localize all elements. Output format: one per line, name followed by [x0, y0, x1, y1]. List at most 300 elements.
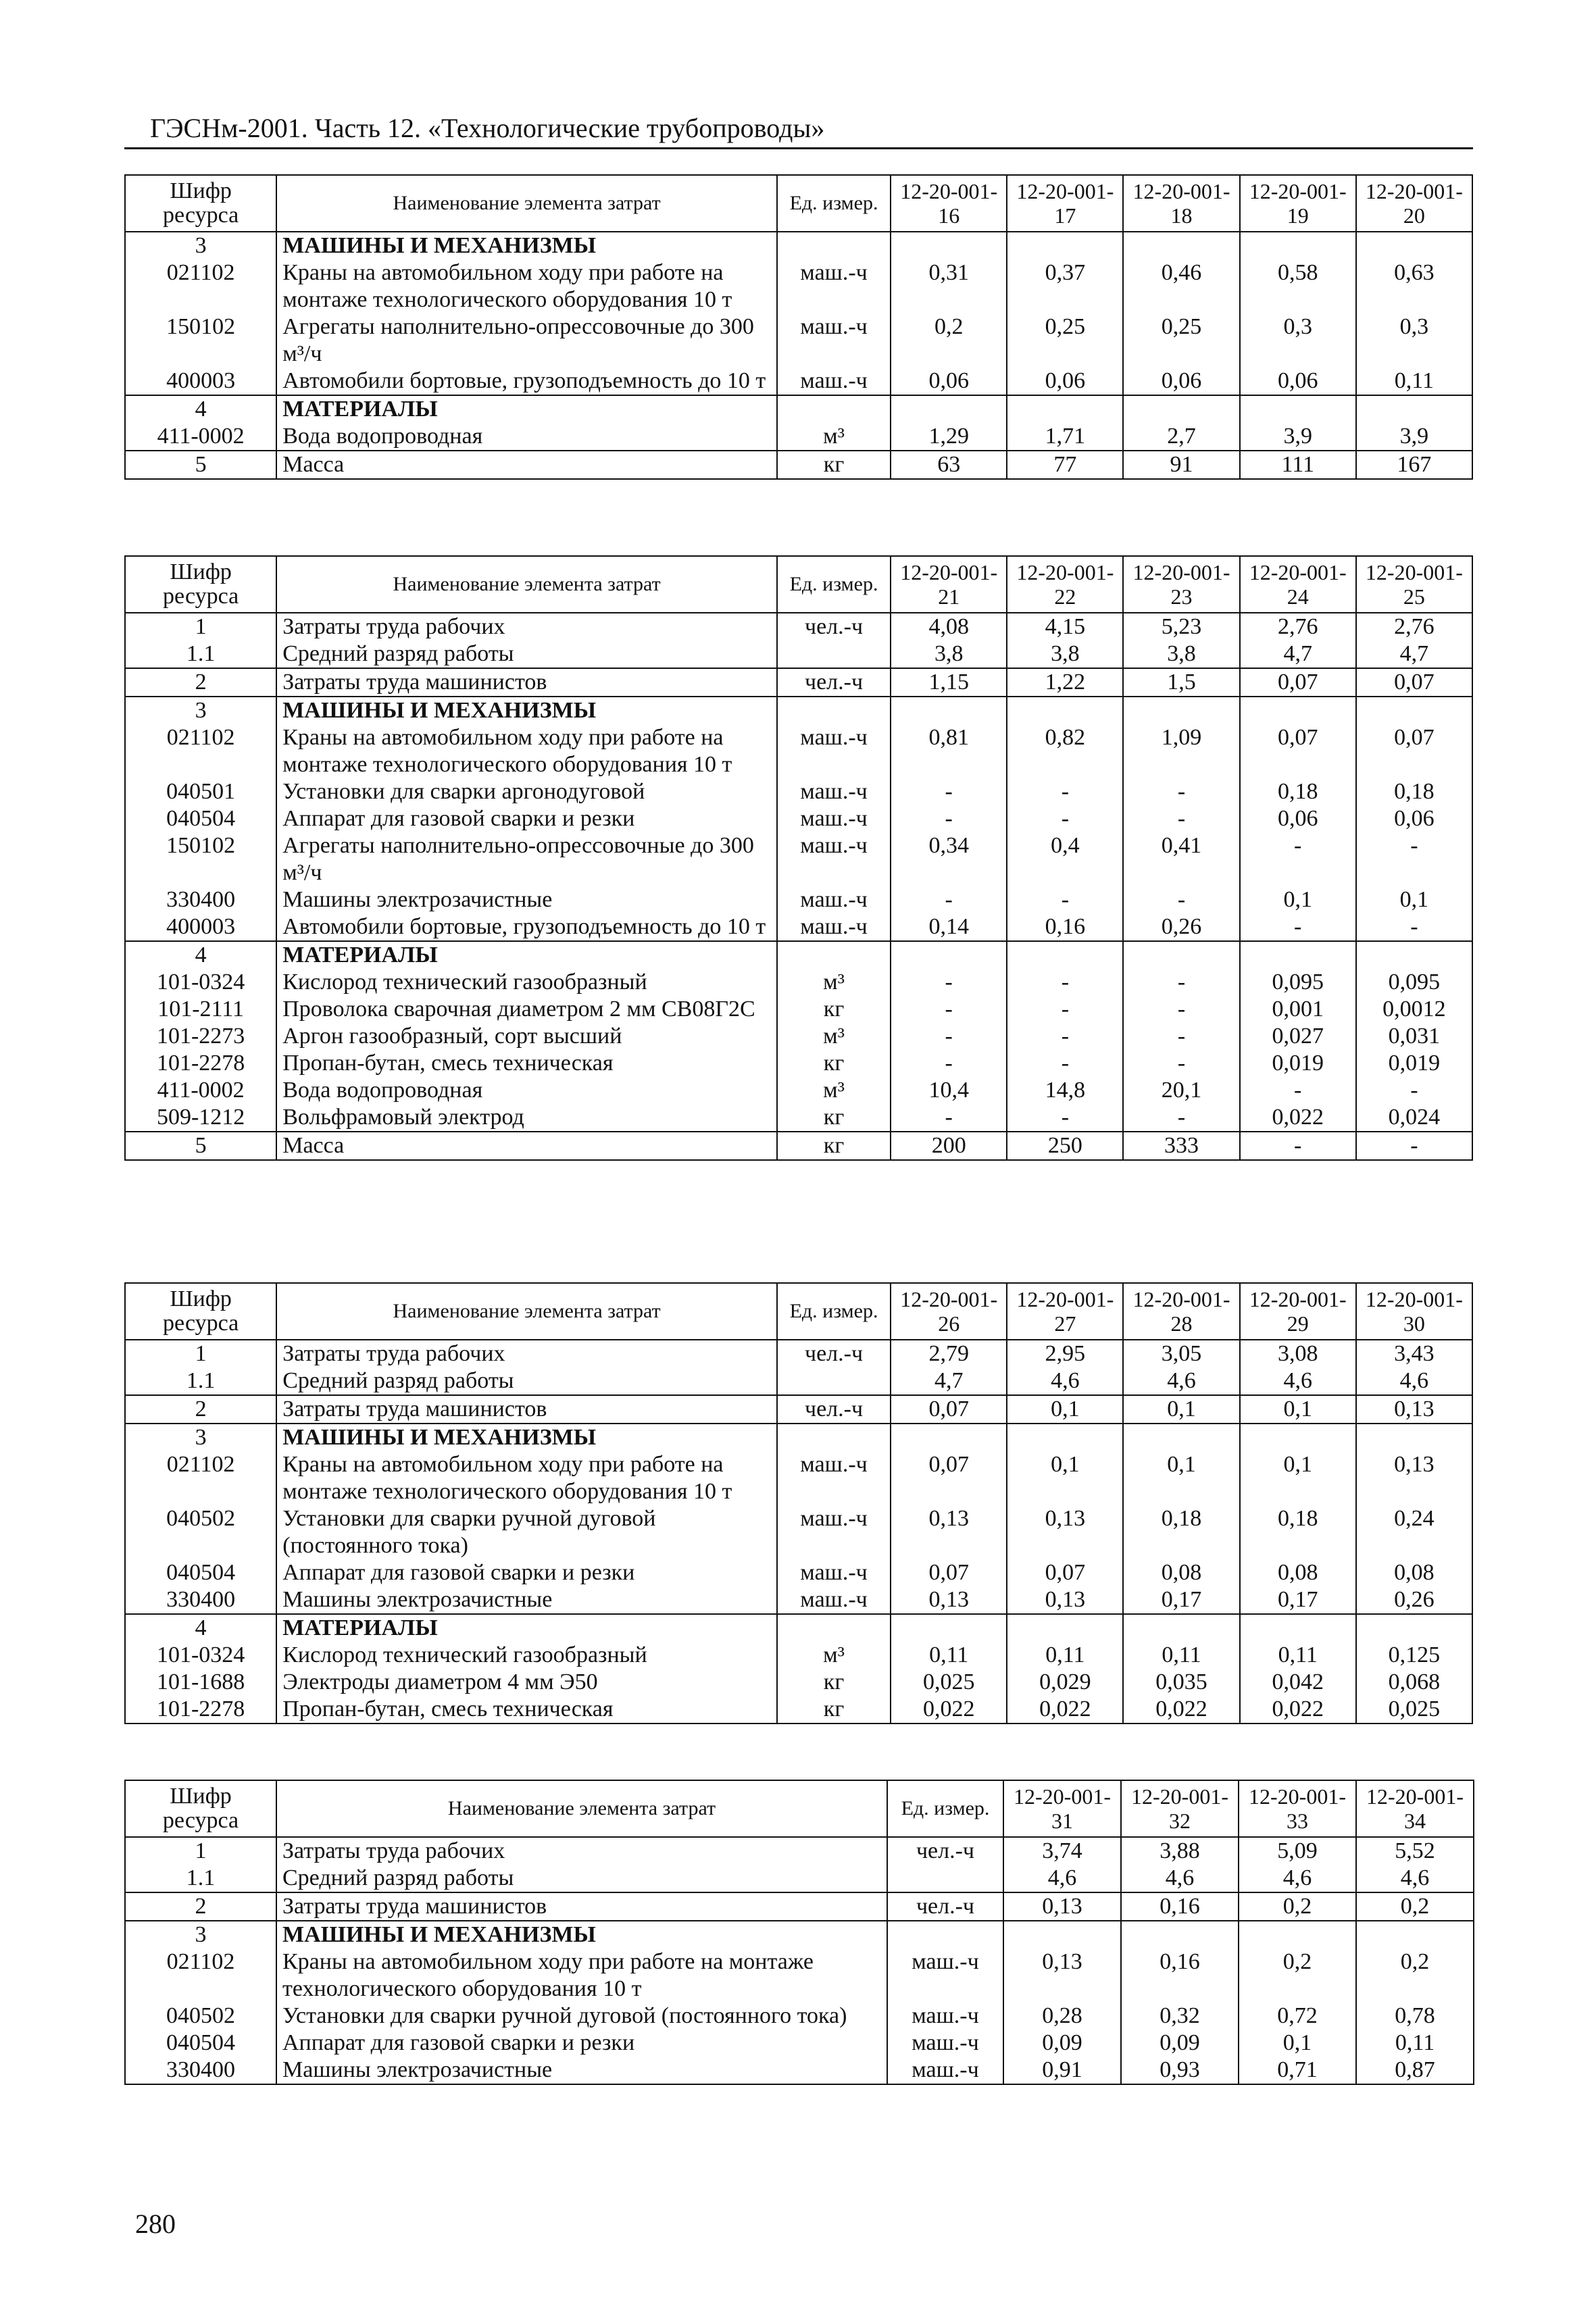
unit: маш.-ч	[777, 1559, 891, 1586]
norm-value: 0,0012	[1356, 996, 1472, 1023]
header-norm-code: 12-20-001-34	[1356, 1780, 1474, 1837]
norm-value: -	[1007, 1050, 1123, 1077]
norm-value: -	[1007, 1023, 1123, 1050]
norm-value	[1356, 1614, 1472, 1642]
norm-value	[1240, 941, 1356, 969]
norm-value: 91	[1123, 451, 1239, 479]
norm-value: 0,11	[1356, 2030, 1474, 2057]
table-row	[125, 423, 1472, 451]
resource-code: 021102	[125, 259, 276, 313]
resource-name: Агрегаты наполнительно-опрессовочные до 300 м³/ч	[276, 832, 777, 886]
norm-value: 0,28	[1003, 2003, 1121, 2030]
norm-value: 3,8	[1007, 640, 1123, 668]
norm-value: 0,029	[1007, 1669, 1123, 1696]
resource-name: Пропан-бутан, смесь техническая	[276, 1050, 777, 1077]
resource-code: 150102	[125, 832, 276, 886]
table-row	[125, 232, 1472, 259]
unit	[777, 1614, 891, 1642]
table-row	[125, 1586, 1472, 1614]
table-row	[125, 1865, 1474, 1892]
norm-value: -	[891, 1023, 1007, 1050]
norm-value: 0,71	[1239, 2057, 1356, 2084]
norm-value: 4,7	[1356, 640, 1472, 668]
header-code: Шифр ресурса	[125, 1283, 276, 1340]
norm-value: 0,09	[1003, 2030, 1121, 2057]
norm-value: 0,13	[1003, 1892, 1121, 1921]
table-row	[125, 1104, 1472, 1132]
norm-value: 333	[1123, 1132, 1239, 1160]
resource-table-4	[124, 1780, 1474, 2085]
resource-name: Аргон газообразный, сорт высший	[276, 1023, 777, 1050]
resource-name: Вольфрамовый электрод	[276, 1104, 777, 1132]
norm-value: 200	[891, 1132, 1007, 1160]
resource-name: Аппарат для газовой сварки и резки	[276, 805, 777, 832]
norm-value: 4,6	[1123, 1367, 1239, 1395]
header-unit: Ед. измер.	[777, 556, 891, 613]
resource-name: МАШИНЫ И МЕХАНИЗМЫ	[276, 697, 777, 724]
resource-name: Затраты труда машинистов	[276, 668, 777, 697]
table-row	[125, 2030, 1474, 2057]
norm-value: 14,8	[1007, 1077, 1123, 1104]
norm-value: -	[1356, 1077, 1472, 1104]
header-name: Наименование элемента затрат	[276, 556, 777, 613]
resource-table-3	[124, 1282, 1473, 1724]
resource-name: Вода водопроводная	[276, 1077, 777, 1104]
resource-name: Аппарат для газовой сварки и резки	[276, 2030, 887, 2057]
norm-value	[1240, 697, 1356, 724]
resource-code: 3	[125, 232, 276, 259]
unit: м³	[777, 1023, 891, 1050]
resource-code: 3	[125, 697, 276, 724]
unit	[777, 697, 891, 724]
unit: кг	[777, 996, 891, 1023]
norm-value: -	[891, 805, 1007, 832]
page-number: 280	[135, 2209, 176, 2239]
resource-code: 040501	[125, 778, 276, 805]
norm-value: 5,09	[1239, 1837, 1356, 1865]
norm-value: 0,035	[1123, 1669, 1239, 1696]
norm-value	[891, 697, 1007, 724]
resource-name: Краны на автомобильном ходу при работе на монтаже технологического оборудования 10 т	[276, 724, 777, 778]
norm-value: 2,95	[1007, 1340, 1123, 1367]
resource-code: 5	[125, 451, 276, 479]
resource-name: Масса	[276, 1132, 777, 1160]
resource-name: МАШИНЫ И МЕХАНИЗМЫ	[276, 1424, 777, 1451]
table-row	[125, 1505, 1472, 1559]
table-row	[125, 1050, 1472, 1077]
table-row	[125, 913, 1472, 941]
unit	[777, 395, 891, 423]
unit: маш.-ч	[777, 886, 891, 913]
norm-value: 0,022	[1007, 1696, 1123, 1724]
norm-value	[1240, 395, 1356, 423]
norm-value: 0,07	[1240, 724, 1356, 778]
resource-name: Краны на автомобильном ходу при работе на монтаже технологического оборудования 10 т	[276, 1451, 777, 1505]
norm-value: 0,042	[1240, 1669, 1356, 1696]
norm-value: 0,07	[1356, 668, 1472, 697]
norm-value: 0,18	[1356, 778, 1472, 805]
resource-name: Краны на автомобильном ходу при работе на монтаже технологического оборудования 10 т	[276, 1948, 887, 2003]
norm-value: 1,29	[891, 423, 1007, 451]
header-norm-code: 12-20-001-28	[1123, 1283, 1239, 1340]
norm-value: -	[1123, 1104, 1239, 1132]
norm-value: 0,1	[1239, 2030, 1356, 2057]
header-name: Наименование элемента затрат	[276, 1780, 887, 1837]
page-header: ГЭСНм-2001. Часть 12. «Технологические трубопроводы»	[150, 113, 825, 143]
table-row	[125, 1921, 1474, 1948]
table-row	[125, 1451, 1472, 1505]
norm-value: 0,11	[1240, 1642, 1356, 1669]
unit	[887, 1865, 1003, 1892]
resource-name: Затраты труда машинистов	[276, 1892, 887, 1921]
norm-value: 0,13	[1003, 1948, 1121, 2003]
resource-code: 1.1	[125, 1865, 276, 1892]
resource-code: 330400	[125, 1586, 276, 1614]
resource-code: 400003	[125, 368, 276, 395]
norm-value: 0,07	[1240, 668, 1356, 697]
header-name: Наименование элемента затрат	[276, 1283, 777, 1340]
norm-value	[1007, 1614, 1123, 1642]
resource-name: Затраты труда рабочих	[276, 1837, 887, 1865]
header-norm-code: 12-20-001-16	[891, 175, 1007, 232]
norm-value: -	[1007, 778, 1123, 805]
resource-code: 101-0324	[125, 969, 276, 996]
norm-value: 0,06	[1007, 368, 1123, 395]
norm-value: -	[1240, 1077, 1356, 1104]
header-norm-code: 12-20-001-31	[1003, 1780, 1121, 1837]
unit	[777, 232, 891, 259]
unit: маш.-ч	[777, 1586, 891, 1614]
resource-name: Средний разряд работы	[276, 640, 777, 668]
norm-value: 0,022	[1240, 1104, 1356, 1132]
norm-value: 0,125	[1356, 1642, 1472, 1669]
norm-value: 0,2	[1356, 1948, 1474, 2003]
table-row	[125, 1948, 1474, 2003]
norm-value: 1,5	[1123, 668, 1239, 697]
header-norm-code: 12-20-001-25	[1356, 556, 1472, 613]
norm-value: 3,8	[891, 640, 1007, 668]
norm-value: 77	[1007, 451, 1123, 479]
header-norm-code: 12-20-001-30	[1356, 1283, 1472, 1340]
table-row	[125, 1696, 1472, 1724]
header-unit: Ед. измер.	[777, 175, 891, 232]
resource-name: Проволока сварочная диаметром 2 мм СВ08Г2С	[276, 996, 777, 1023]
norm-value: 0,13	[1007, 1505, 1123, 1559]
resource-code: 040502	[125, 2003, 276, 2030]
resource-name: Электроды диаметром 4 мм Э50	[276, 1669, 777, 1696]
resource-name: Установки для сварки ручной дуговой (постоянного тока)	[276, 2003, 887, 2030]
header-norm-code: 12-20-001-17	[1007, 175, 1123, 232]
resource-code: 509-1212	[125, 1104, 276, 1132]
norm-value: 0,1	[1007, 1451, 1123, 1505]
norm-value: -	[1356, 832, 1472, 886]
norm-value: 0,1	[1007, 1395, 1123, 1424]
norm-value: 4,6	[1007, 1367, 1123, 1395]
norm-value: -	[1123, 886, 1239, 913]
norm-value: 2,7	[1123, 423, 1239, 451]
norm-value: 0,13	[891, 1586, 1007, 1614]
resource-code: 400003	[125, 913, 276, 941]
resource-name: Масса	[276, 451, 777, 479]
header-name: Наименование элемента затрат	[276, 175, 777, 232]
norm-value: 10,4	[891, 1077, 1007, 1104]
norm-value: -	[1123, 969, 1239, 996]
table-row	[125, 1424, 1472, 1451]
norm-value: 0,022	[1240, 1696, 1356, 1724]
norm-value: 5,23	[1123, 613, 1239, 640]
unit: маш.-ч	[887, 2057, 1003, 2084]
norm-value: 1,09	[1123, 724, 1239, 778]
unit: маш.-ч	[777, 1505, 891, 1559]
norm-value	[1003, 1921, 1121, 1948]
header-norm-code: 12-20-001-22	[1007, 556, 1123, 613]
resource-name: Краны на автомобильном ходу при работе на монтаже технологического оборудования 10 т	[276, 259, 777, 313]
norm-value: 4,15	[1007, 613, 1123, 640]
norm-value: 0,06	[1123, 368, 1239, 395]
norm-value	[891, 1424, 1007, 1451]
unit: маш.-ч	[887, 1948, 1003, 2003]
table-row	[125, 1395, 1472, 1424]
resource-name: Кислород технический газообразный	[276, 1642, 777, 1669]
norm-value: 0,08	[1356, 1559, 1472, 1586]
norm-value: 0,4	[1007, 832, 1123, 886]
norm-value	[1123, 1424, 1239, 1451]
table-row	[125, 1892, 1474, 1921]
header-rule	[124, 147, 1473, 149]
unit: маш.-ч	[777, 724, 891, 778]
table-row	[125, 1559, 1472, 1586]
norm-value: 0,095	[1240, 969, 1356, 996]
norm-value: 0,93	[1121, 2057, 1239, 2084]
norm-value: 0,11	[1123, 1642, 1239, 1669]
norm-value: 0,1	[1123, 1451, 1239, 1505]
table-row	[125, 395, 1472, 423]
norm-value: 0,3	[1356, 313, 1472, 368]
norm-value: 0,3	[1240, 313, 1356, 368]
norm-value: 250	[1007, 1132, 1123, 1160]
norm-value: 0,91	[1003, 2057, 1121, 2084]
norm-value: -	[1123, 778, 1239, 805]
norm-value	[1356, 1921, 1474, 1948]
resource-code: 150102	[125, 313, 276, 368]
header-norm-code: 12-20-001-18	[1123, 175, 1239, 232]
norm-value: 0,18	[1240, 778, 1356, 805]
norm-value: 0,1	[1240, 1451, 1356, 1505]
norm-value: -	[891, 778, 1007, 805]
norm-value: -	[1007, 805, 1123, 832]
norm-value	[1356, 395, 1472, 423]
norm-value: 0,13	[1356, 1395, 1472, 1424]
resource-code: 411-0002	[125, 1077, 276, 1104]
norm-value	[1123, 395, 1239, 423]
norm-value: 0,2	[891, 313, 1007, 368]
norm-value	[1007, 232, 1123, 259]
norm-value: 0,06	[1240, 805, 1356, 832]
norm-value: 0,32	[1121, 2003, 1239, 2030]
table-row	[125, 1669, 1472, 1696]
norm-value: -	[1240, 832, 1356, 886]
norm-value: 0,24	[1356, 1505, 1472, 1559]
norm-value: -	[1123, 1050, 1239, 1077]
header-norm-code: 12-20-001-21	[891, 556, 1007, 613]
norm-value: 3,9	[1356, 423, 1472, 451]
unit: маш.-ч	[777, 1451, 891, 1505]
unit	[887, 1921, 1003, 1948]
norm-value: 0,81	[891, 724, 1007, 778]
table-row	[125, 368, 1472, 395]
table-row	[125, 996, 1472, 1023]
unit: чел.-ч	[777, 1395, 891, 1424]
resource-code: 1.1	[125, 640, 276, 668]
unit: маш.-ч	[777, 368, 891, 395]
unit	[777, 1424, 891, 1451]
table-row	[125, 697, 1472, 724]
norm-value: 0,13	[891, 1505, 1007, 1559]
header-code: Шифр ресурса	[125, 556, 276, 613]
resource-code: 2	[125, 668, 276, 697]
norm-value: 0,068	[1356, 1669, 1472, 1696]
norm-value: -	[891, 1104, 1007, 1132]
resource-code: 040502	[125, 1505, 276, 1559]
unit: чел.-ч	[777, 668, 891, 697]
norm-value: 0,024	[1356, 1104, 1472, 1132]
resource-name: Машины электрозачистные	[276, 1586, 777, 1614]
unit: маш.-ч	[777, 778, 891, 805]
header-unit: Ед. измер.	[887, 1780, 1003, 1837]
resource-name: Затраты труда машинистов	[276, 1395, 777, 1424]
norm-value: -	[1123, 805, 1239, 832]
resource-name: Аппарат для газовой сварки и резки	[276, 1559, 777, 1586]
norm-value: 0,07	[1007, 1559, 1123, 1586]
norm-value	[1123, 232, 1239, 259]
resource-name: Вода водопроводная	[276, 423, 777, 451]
norm-value: 0,027	[1240, 1023, 1356, 1050]
norm-value: 111	[1240, 451, 1356, 479]
norm-value: 0,18	[1123, 1505, 1239, 1559]
norm-value: 0,022	[891, 1696, 1007, 1724]
table-row	[125, 778, 1472, 805]
unit: маш.-ч	[887, 2030, 1003, 2057]
norm-value: -	[1007, 969, 1123, 996]
resource-name: МАТЕРИАЛЫ	[276, 941, 777, 969]
resource-code: 330400	[125, 886, 276, 913]
norm-value: 2,79	[891, 1340, 1007, 1367]
norm-value: 1,15	[891, 668, 1007, 697]
unit: чел.-ч	[887, 1837, 1003, 1865]
resource-code: 1.1	[125, 1367, 276, 1395]
norm-value: 3,88	[1121, 1837, 1239, 1865]
resource-code: 3	[125, 1921, 276, 1948]
norm-value: 0,11	[891, 1642, 1007, 1669]
norm-value: 0,2	[1356, 1892, 1474, 1921]
norm-value	[1007, 395, 1123, 423]
table-row	[125, 1837, 1474, 1865]
resource-code: 2	[125, 1892, 276, 1921]
norm-value: 5,52	[1356, 1837, 1474, 1865]
resource-code: 101-2278	[125, 1050, 276, 1077]
header-norm-code: 12-20-001-20	[1356, 175, 1472, 232]
resource-name: Машины электрозачистные	[276, 886, 777, 913]
unit: кг	[777, 1132, 891, 1160]
norm-value: 0,63	[1356, 259, 1472, 313]
norm-value: 3,8	[1123, 640, 1239, 668]
norm-value: 0,1	[1123, 1395, 1239, 1424]
norm-value: 2,76	[1356, 613, 1472, 640]
norm-value	[1007, 697, 1123, 724]
norm-value: 4,6	[1003, 1865, 1121, 1892]
norm-value: 0,31	[891, 259, 1007, 313]
table-row	[125, 1340, 1472, 1367]
norm-value	[1240, 1614, 1356, 1642]
norm-value: 1,71	[1007, 423, 1123, 451]
table-row	[125, 313, 1472, 368]
norm-value	[891, 1614, 1007, 1642]
resource-code: 021102	[125, 724, 276, 778]
norm-value: 3,08	[1240, 1340, 1356, 1367]
resource-code: 101-2273	[125, 1023, 276, 1050]
table-row	[125, 668, 1472, 697]
resource-name: Затраты труда рабочих	[276, 613, 777, 640]
norm-value	[1123, 1614, 1239, 1642]
resource-name: МАТЕРИАЛЫ	[276, 395, 777, 423]
header-norm-code: 12-20-001-33	[1239, 1780, 1356, 1837]
norm-value: 4,6	[1239, 1865, 1356, 1892]
unit	[777, 1367, 891, 1395]
norm-value	[1240, 232, 1356, 259]
resource-name: МАШИНЫ И МЕХАНИЗМЫ	[276, 1921, 887, 1948]
norm-value: 3,74	[1003, 1837, 1121, 1865]
norm-value: 0,25	[1123, 313, 1239, 368]
norm-value	[1123, 697, 1239, 724]
unit: маш.-ч	[777, 913, 891, 941]
norm-value: 0,08	[1240, 1559, 1356, 1586]
norm-value	[1007, 1424, 1123, 1451]
norm-value	[1356, 232, 1472, 259]
resource-name: МАШИНЫ И МЕХАНИЗМЫ	[276, 232, 777, 259]
resource-code: 4	[125, 941, 276, 969]
norm-value: 20,1	[1123, 1077, 1239, 1104]
header-norm-code: 12-20-001-32	[1121, 1780, 1239, 1837]
table-row	[125, 451, 1472, 479]
norm-value: 0,11	[1007, 1642, 1123, 1669]
table-row	[125, 640, 1472, 668]
table-row	[125, 1614, 1472, 1642]
norm-value	[1356, 941, 1472, 969]
unit: кг	[777, 1696, 891, 1724]
norm-value: 0,025	[891, 1669, 1007, 1696]
norm-value	[1356, 697, 1472, 724]
norm-value: 2,76	[1240, 613, 1356, 640]
norm-value	[1007, 941, 1123, 969]
unit: кг	[777, 1050, 891, 1077]
norm-value	[891, 941, 1007, 969]
resource-code: 1	[125, 1837, 276, 1865]
unit: м³	[777, 1077, 891, 1104]
norm-value	[1121, 1921, 1239, 1948]
resource-code: 4	[125, 1614, 276, 1642]
unit: чел.-ч	[777, 1340, 891, 1367]
resource-name: Установки для сварки ручной дуговой (постоянного тока)	[276, 1505, 777, 1559]
norm-value: 0,025	[1356, 1696, 1472, 1724]
norm-value: -	[1356, 1132, 1472, 1160]
table-row	[125, 1023, 1472, 1050]
resource-code: 1	[125, 613, 276, 640]
norm-value: -	[1356, 913, 1472, 941]
header-norm-code: 12-20-001-23	[1123, 556, 1239, 613]
resource-code: 101-2278	[125, 1696, 276, 1724]
table-row	[125, 259, 1472, 313]
table-row	[125, 2057, 1474, 2084]
